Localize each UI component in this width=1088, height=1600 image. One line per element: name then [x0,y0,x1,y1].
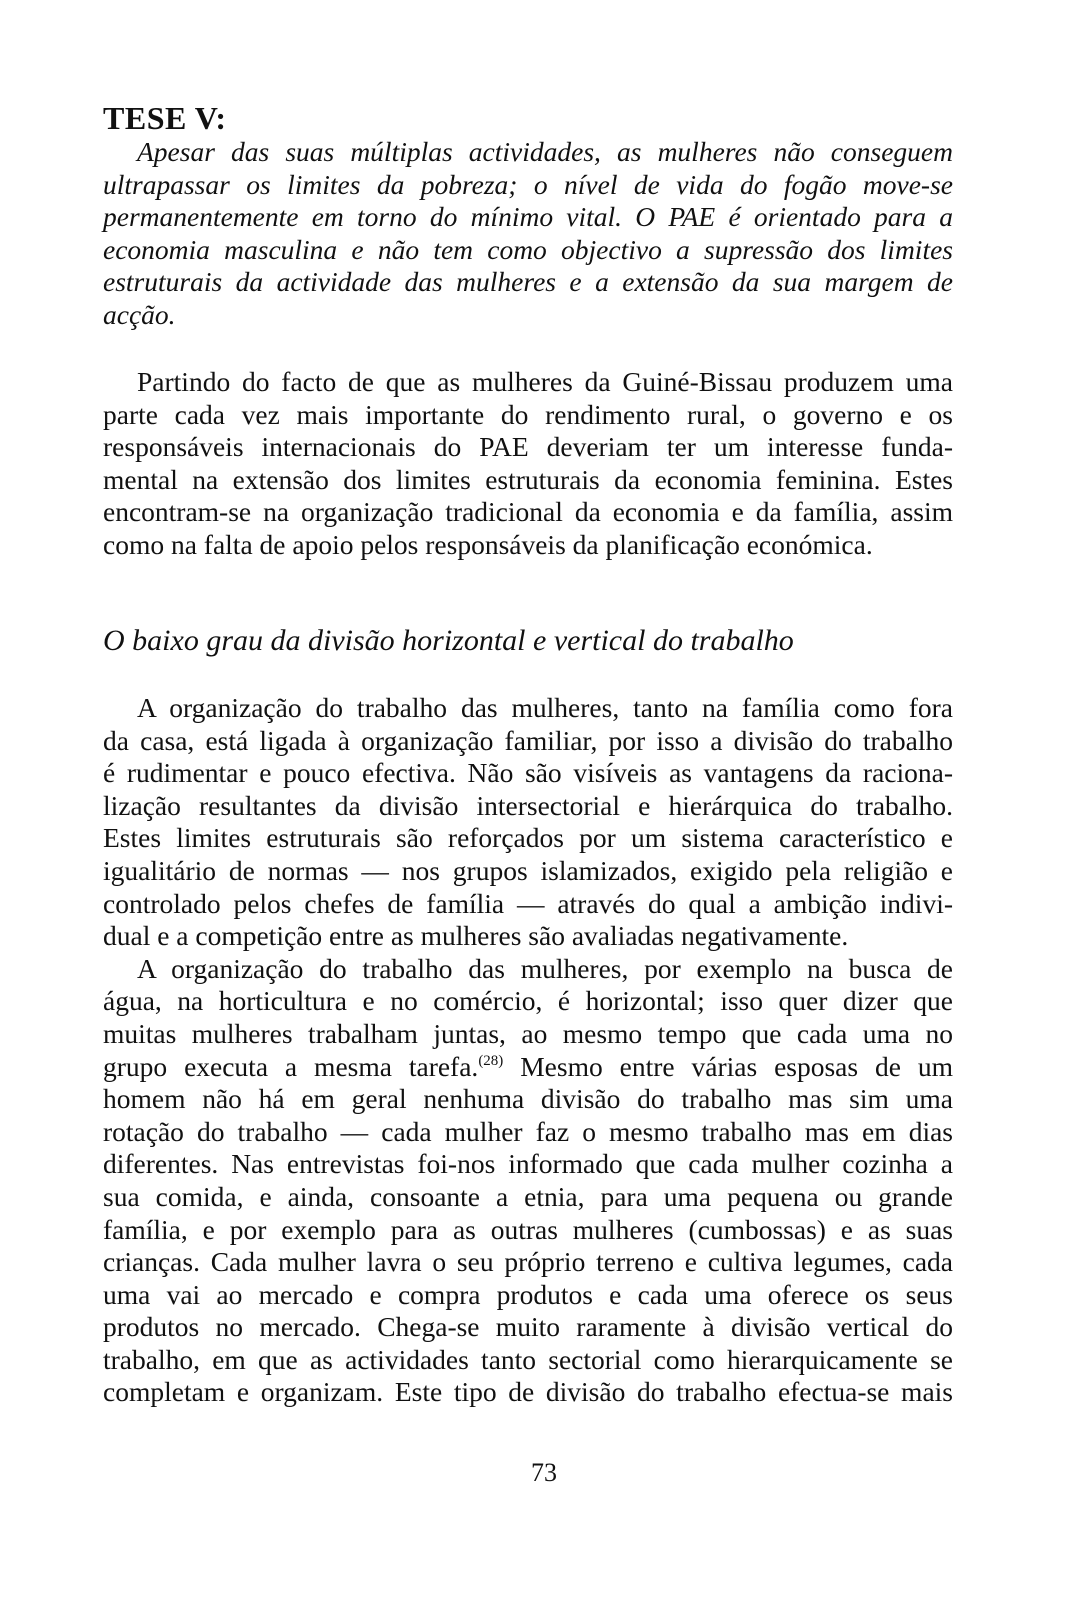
text-line: Estes limites estruturais são reforçados por um sistema característico e [103,822,953,854]
text-line: como na falta de apoio pelos responsáveis da planificação económica. [103,528,873,560]
text-line: diferentes. Nas entrevistas foi-nos informado que cada mulher cozinha a [103,1148,953,1180]
text-line: trabalho, em que as actividades tanto sectorial como hierarquicamente se [103,1343,953,1375]
text-line: é rudimentar e pouco efectiva. Não são visíveis as vantagens da raciona- [103,757,953,789]
footnote-reference: (28) [478,1052,504,1069]
text-line: encontram-se na organização tradicional da economia e da família, assim [103,496,953,528]
text-line: rotação do trabalho — cada mulher faz o mesmo trabalho mas em dias [103,1115,953,1147]
text-line: responsáveis internacionais do PAE deveriam ter um interesse funda- [103,431,953,463]
text-fragment: Mesmo entre várias esposas de um [503,1050,953,1082]
text-line: permanentemente em torno do mínimo vital. O PAE é orientado para a [103,201,953,233]
text-line: família, e por exemplo para as outras mulheres (cumbossas) e as suas [103,1213,953,1245]
text-line: acção. [103,298,176,330]
text-line: estruturais da actividade das mulheres e a extensão da sua margem de [103,266,953,298]
text-line: dual e a competição entre as mulheres são avaliadas negativamente. [103,920,849,952]
text-line: A organização do trabalho das mulheres, tanto na família como fora [137,692,953,723]
text-line: muitas mulheres trabalham juntas, ao mesmo tempo que cada uma no [103,1017,953,1049]
thesis-statement [103,136,953,332]
text-line: uma vai ao mercado e compra produtos e cada uma oferece os seus [103,1278,953,1310]
text-line: produtos no mercado. Chega-se muito raramente à divisão vertical do [103,1311,953,1343]
text-line: Apesar das suas múltiplas actividades, as mulheres não conseguem [137,136,953,167]
paragraph [103,366,953,562]
text-line: ultrapassar os limites da pobreza; o nível de vida do fogão move-se [103,168,953,200]
text-line [103,1051,953,1084]
text-line: igualitário de normas — nos grupos islamizados, exigido pela religião e [103,854,953,886]
text-line: completam e organizam. Este tipo de divisão do trabalho efectua-se mais [103,1376,953,1408]
page-number: 73 [531,1458,557,1487]
text-line: parte cada vez mais importante do rendimento rural, o governo e os [103,398,953,430]
text-line: controlado pelos chefes de família — através do qual a ambição indivi- [103,887,953,919]
text-line: mental na extensão dos limites estruturais da economia feminina. Estes [103,463,953,495]
text-fragment: grupo executa a mesma tarefa. [103,1050,479,1082]
text-line: lização resultantes da divisão intersectorial e hierárquica do trabalho. [103,789,953,821]
text-line: crianças. Cada mulher lavra o seu próprio terreno e cultiva legumes, cada [103,1246,953,1278]
text-line: sua comida, e ainda, consoante a etnia, para uma pequena ou grande [103,1180,953,1212]
section-heading: O baixo grau da divisão horizontal e vertical do trabalho [103,624,794,657]
text-line: da casa, está ligada à organização familiar, por isso a divisão do trabalho [103,724,953,756]
text-line: água, na horticultura e no comércio, é horizontal; isso quer dizer que [103,985,953,1017]
thesis-title: TESE V: [103,100,227,136]
text-line: homem não há em geral nenhuma divisão do trabalho mas sim uma [103,1083,953,1115]
text-line: A organização do trabalho das mulheres, por exemplo na busca de [137,952,953,984]
text-line: Partindo do facto de que as mulheres da Guiné-Bissau produzem uma [137,366,953,397]
text-line: economia masculina e não tem como objectivo a supressão dos limites [103,233,953,265]
section-body [103,692,953,1409]
